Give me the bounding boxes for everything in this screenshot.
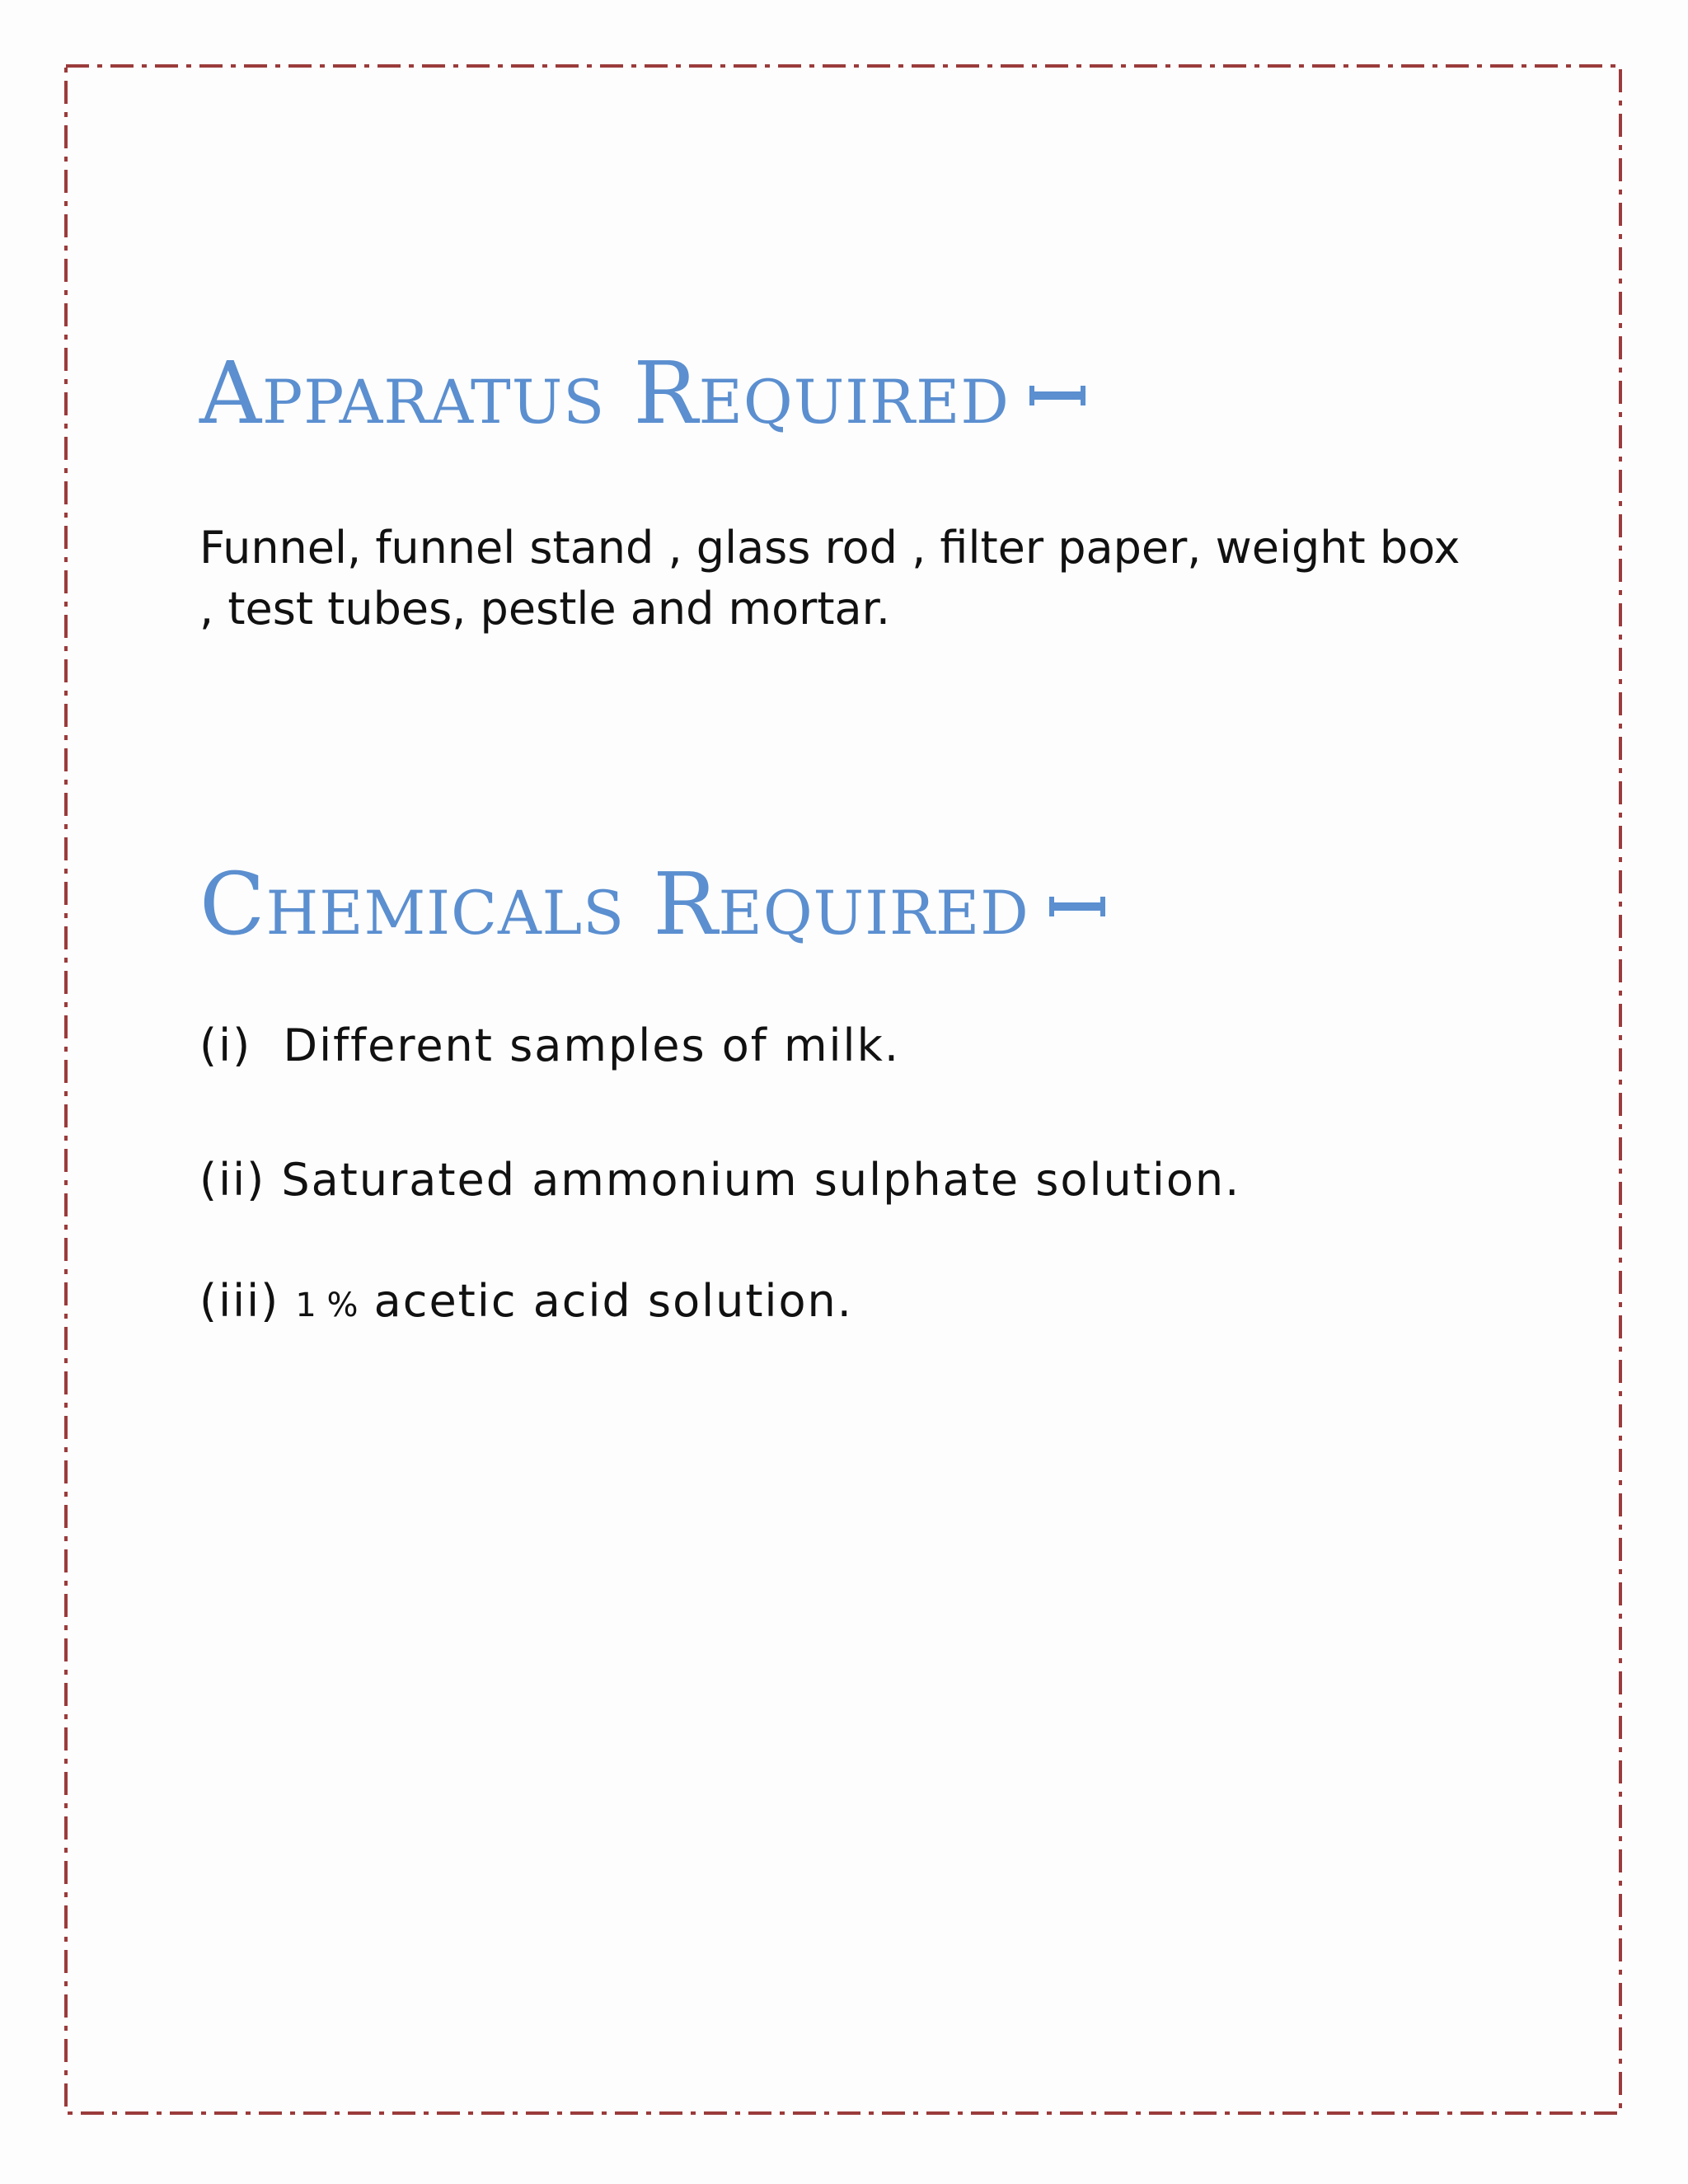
apparatus-list-text: Funnel, funnel stand , glass rod , filter paper, weight box , test tubes, pestle and mortar. [199,522,1461,635]
chemical-item [199,1275,853,1327]
chemical-item-text: Different samples of milk. [283,1019,900,1071]
chemical-item-number: 1 % [295,1286,359,1324]
heading-dash-icon [1049,902,1105,911]
chemicals-heading-text: Chemicals Required [199,854,1029,954]
chemicals-heading [199,854,1105,954]
chemical-item-text: acetic acid solution. [373,1275,853,1327]
apparatus-heading-text: Apparatus Required [199,343,1010,443]
chemical-item [199,1019,900,1071]
chemical-item-text: Saturated ammonium sulphate solution. [281,1154,1241,1206]
heading-dash-icon [1029,391,1085,400]
chemical-item-marker: (ii) [199,1154,266,1206]
chemical-item-marker: (iii) [199,1275,280,1327]
apparatus-heading [199,343,1085,443]
chemical-item-marker: (i) [199,1019,252,1071]
chemical-item [199,1154,1241,1206]
